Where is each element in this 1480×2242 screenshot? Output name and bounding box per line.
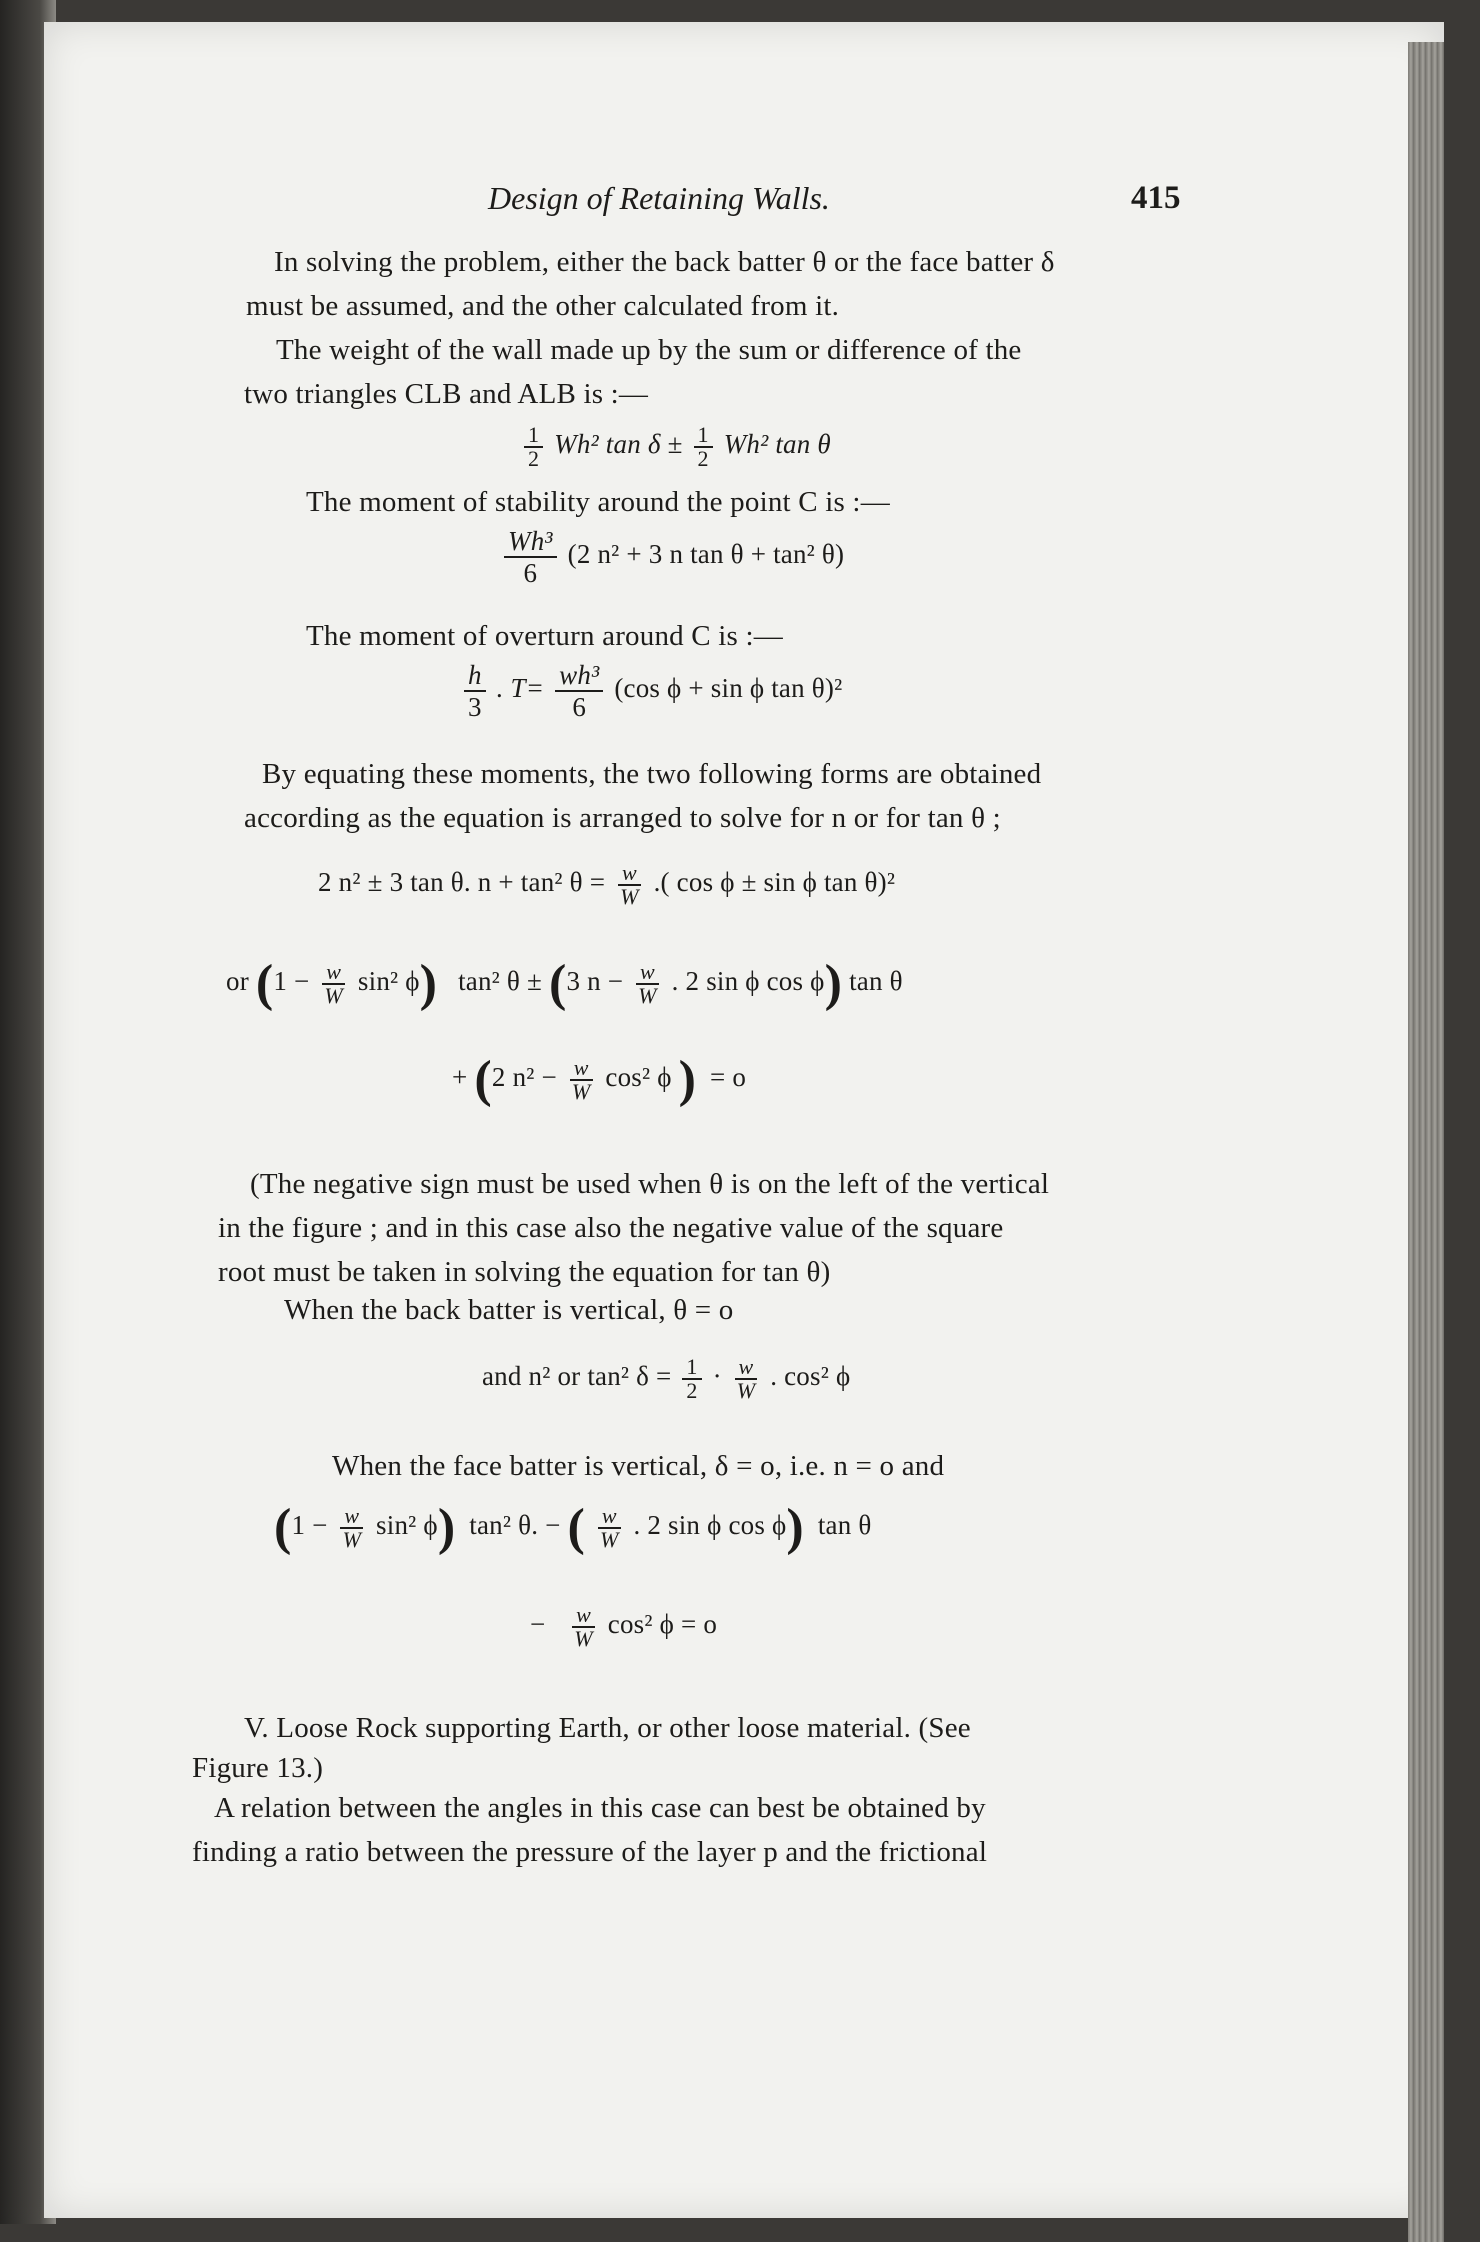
- equation-form-1: 2 n² ± 3 tan θ. n + tan² θ = $\frac{w}{W}$ .( cos ϕ ± sin ϕ tan θ)²: [318, 860, 896, 909]
- page-edge: [1408, 42, 1444, 2242]
- paragraph-line: The moment of stability around the point C is :—: [306, 486, 890, 518]
- paragraph-line: The moment of overturn around C is :—: [306, 620, 783, 652]
- paragraph-line: (The negative sign must be used when θ is on the left of the vertical: [250, 1168, 1050, 1200]
- equation-back-batter: and n² or tan² δ = $\frac{1}{2}$ · $\frac{w}{W}$ . cos² ϕ: [482, 1354, 851, 1403]
- paragraph-line: A relation between the angles in this case can best be obtained by: [214, 1792, 986, 1824]
- fraction: $\frac{1}{2}$: [682, 1356, 701, 1402]
- fraction: $\frac{w}{W}$: [596, 1505, 623, 1551]
- paragraph-line: The weight of the wall made up by the sum or difference of the: [276, 334, 1022, 366]
- fraction: $\frac{w}{W}$: [570, 1604, 597, 1650]
- fraction: $\frac{\text{Wh³}}{6}$: [504, 526, 557, 588]
- fraction: $\frac{w}{W}$: [339, 1505, 366, 1551]
- fraction: $\frac{w}{W}$: [733, 1356, 760, 1402]
- section-heading-line: V. Loose Rock supporting Earth, or other loose material. (See: [244, 1712, 971, 1744]
- fraction: $\frac{w}{W}$: [616, 862, 643, 908]
- paragraph-line: In solving the problem, either the back batter θ or the face batter δ: [274, 246, 1055, 278]
- paragraph-line: root must be taken in solving the equation for tan θ): [218, 1256, 831, 1288]
- equation-weight: $\frac{1}{2}$ Wh² tan δ ± $\frac{1}{2}$ Wh² tan θ: [520, 424, 831, 470]
- fraction: $\frac{w}{W}$: [634, 961, 661, 1007]
- page-number: 415: [1131, 180, 1181, 216]
- paragraph-line: finding a ratio between the pressure of the layer p and the frictional: [192, 1836, 988, 1868]
- fraction: $\frac{1}{2}$: [694, 424, 713, 470]
- book-page: [44, 22, 1444, 2218]
- fraction: $\frac{w}{W}$: [320, 961, 347, 1007]
- equation-face-batter: (1 − $\frac{w}{W}$ sin² ϕ) tan² θ. − ( $\frac{w}{W}$ . 2 sin ϕ cos ϕ) tan θ: [274, 1499, 872, 1556]
- paragraph-line: according as the equation is arranged to solve for n or for tan θ ;: [244, 802, 1001, 834]
- paragraph-line: must be assumed, and the other calculated from it.: [246, 290, 840, 322]
- fraction: $\frac{\text{wh³}}{6}$: [555, 660, 603, 722]
- equation-form-2: or (1 − $\frac{w}{W}$ sin² ϕ) tan² θ ± (3 n − $\frac{w}{W}$ . 2 sin ϕ cos ϕ) tan θ: [226, 955, 903, 1012]
- paragraph-line: When the back batter is vertical, θ = o: [284, 1294, 734, 1326]
- running-header-title: Design of Retaining Walls.: [488, 180, 830, 216]
- paragraph-line: By equating these moments, the two following forms are obtained: [262, 758, 1042, 790]
- equation-moment-overturn: $\frac{h}{3}$ . T= $\frac{\text{wh³}}{6}$ (cos ϕ + sin ϕ tan θ)²: [460, 660, 842, 722]
- paragraph-line: two triangles CLB and ALB is :—: [244, 378, 649, 410]
- fraction: $\frac{h}{3}$: [464, 660, 486, 722]
- paragraph-line: in the figure ; and in this case also the negative value of the square: [218, 1212, 1004, 1244]
- equation-moment-stability: $\frac{\text{Wh³}}{6}$ (2 n² + 3 n tan θ + tan² θ): [500, 526, 844, 588]
- section-heading-line: Figure 13.): [192, 1752, 324, 1784]
- paragraph-line: When the face batter is vertical, δ = o, i.e. n = o and: [332, 1450, 945, 1482]
- equation-form-2-cont: + (2 n² − $\frac{w}{W}$ cos² ϕ ) = o: [452, 1051, 747, 1108]
- equation-face-batter-cont: − $\frac{w}{W}$ cos² ϕ = o: [530, 1602, 718, 1651]
- fraction: $\frac{1}{2}$: [524, 424, 543, 470]
- fraction: $\frac{w}{W}$: [568, 1057, 595, 1103]
